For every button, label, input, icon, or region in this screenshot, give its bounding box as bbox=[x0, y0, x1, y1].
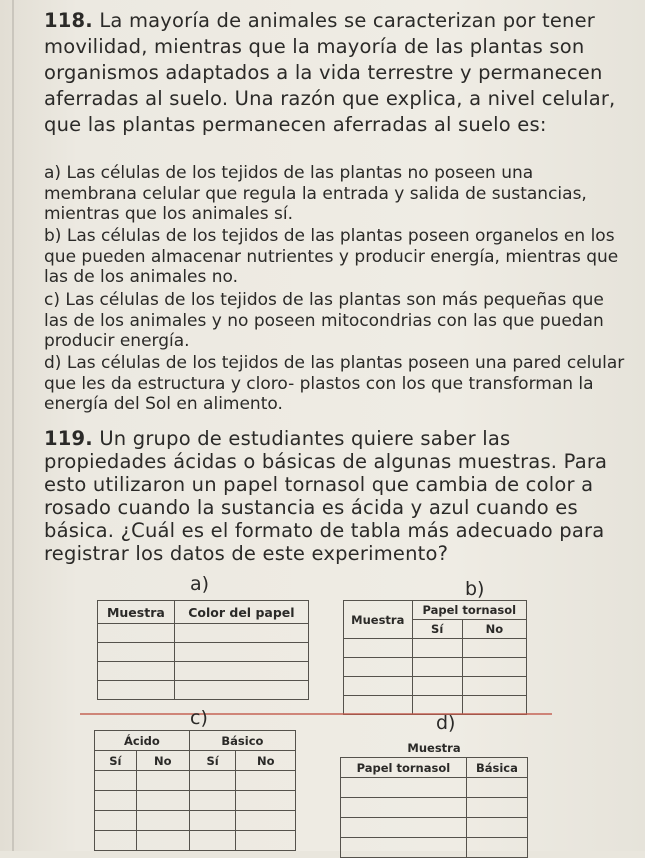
table-row bbox=[95, 811, 296, 831]
table-row bbox=[341, 778, 528, 798]
table-c bbox=[94, 730, 296, 851]
table-c-label[interactable]: c) bbox=[190, 707, 208, 729]
table-row bbox=[344, 639, 527, 658]
option-a-label: a) bbox=[44, 163, 62, 183]
question-119-text: Un grupo de estudiantes quiere saber las propiedades ácidas o básicas de algunas muestras. Para esto utilizaron un papel tornasol que cambia de color a rosado cuando la sustancia es ácida y azul cuando es básica. ¿Cuál es el formato de tabla más adecuado para registrar los datos de este experimento? bbox=[44, 427, 608, 565]
table-row bbox=[98, 662, 309, 681]
question-119-number: 119. bbox=[44, 427, 93, 450]
table-c-sub-no-basico: No bbox=[236, 751, 296, 771]
table-a-header-muestra: Muestra bbox=[98, 601, 175, 624]
table-d-header-basica: Básica bbox=[466, 758, 527, 778]
table-c-header-basico: Básico bbox=[189, 731, 295, 751]
table-row bbox=[344, 677, 527, 696]
table-row bbox=[344, 658, 527, 677]
margin-line bbox=[12, 0, 14, 851]
question-118-number: 118. bbox=[44, 9, 93, 32]
option-c-text: Las células de los tejidos de las plantas son más pequeñas que las de los animales y no poseen mitocondrias con las que puedan producir energía. bbox=[44, 290, 604, 352]
table-row bbox=[98, 624, 309, 643]
option-a-text: Las células de los tejidos de las plantas no poseen una membrana celular que regula la entrada y salida de sustancias, mientras que los animales sí. bbox=[44, 163, 587, 225]
table-d-label[interactable]: d) bbox=[436, 712, 456, 734]
table-row bbox=[95, 791, 296, 811]
table-row bbox=[95, 831, 296, 851]
option-b-text: Las células de los tejidos de las plantas poseen organelos en los que pueden almacenar nutrientes y producir energía, mientras que las de los animales no. bbox=[44, 226, 619, 288]
table-row bbox=[98, 643, 309, 662]
option-b[interactable] bbox=[44, 226, 627, 288]
table-row bbox=[341, 798, 528, 818]
table-a-header-color: Color del papel bbox=[174, 601, 308, 624]
option-c-label: c) bbox=[44, 290, 60, 310]
table-row bbox=[341, 818, 528, 838]
option-b-label: b) bbox=[44, 226, 62, 246]
option-d[interactable] bbox=[44, 353, 627, 415]
table-c-sub-no-acido: No bbox=[136, 751, 189, 771]
table-row bbox=[98, 681, 309, 700]
table-d-header-papel: Papel tornasol bbox=[341, 758, 467, 778]
table-b-label[interactable]: b) bbox=[465, 578, 485, 600]
table-b-header-muestra: Muestra bbox=[344, 601, 413, 639]
question-118 bbox=[44, 8, 627, 138]
table-row bbox=[341, 838, 528, 858]
table-a bbox=[97, 600, 309, 700]
option-d-text: Las células de los tejidos de las plantas poseen una pared celular que les da estructura y cloro- plastos con los que transforman la energía del Sol en alimento. bbox=[44, 353, 625, 415]
option-a[interactable] bbox=[44, 163, 627, 225]
table-b bbox=[343, 600, 527, 715]
table-b-sub-no: No bbox=[462, 620, 526, 639]
option-c[interactable] bbox=[44, 290, 627, 352]
table-a-label[interactable]: a) bbox=[190, 573, 210, 595]
table-c-sub-si-acido: Sí bbox=[95, 751, 137, 771]
table-d-header-muestra: Muestra bbox=[341, 738, 528, 758]
table-c-sub-si-basico: Sí bbox=[189, 751, 236, 771]
table-row bbox=[344, 696, 527, 715]
table-b-header-papel: Papel tornasol bbox=[412, 601, 526, 620]
question-119 bbox=[44, 427, 627, 565]
table-row bbox=[95, 771, 296, 791]
divider-line bbox=[80, 713, 552, 715]
table-d bbox=[340, 738, 528, 858]
option-d-label: d) bbox=[44, 353, 62, 373]
question-118-text: La mayoría de animales se caracterizan por tener movilidad, mientras que la mayoría de las plantas son organismos adaptados a la vida terrestre y permanecen aferradas al suelo. Una razón que explica, a nivel celular, que las plantas permanecen aferradas al suelo es: bbox=[44, 9, 616, 136]
table-c-header-acido: Ácido bbox=[95, 731, 190, 751]
table-b-sub-si: Sí bbox=[412, 620, 462, 639]
